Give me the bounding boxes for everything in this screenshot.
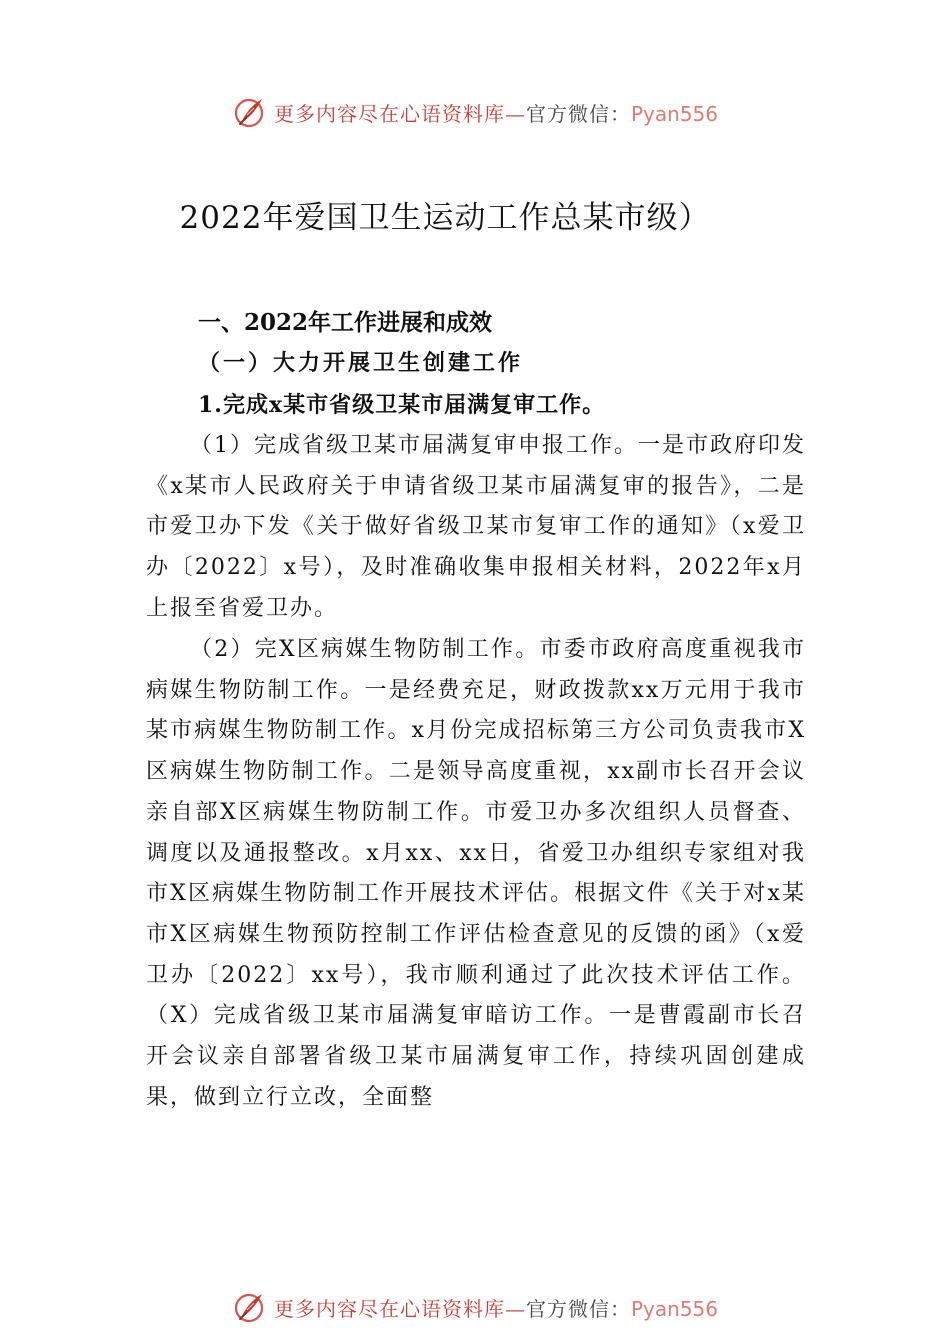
watermark-separator: — bbox=[504, 101, 526, 126]
watermark-header bbox=[0, 95, 950, 129]
feather-pen-logo-icon bbox=[232, 1290, 266, 1324]
watermark-wechat-id: Pyan556 bbox=[630, 1296, 718, 1321]
section-heading: 一、2022年工作进展和成效 bbox=[198, 309, 493, 336]
watermark-footer bbox=[0, 1290, 950, 1324]
watermark-label: 官方微信： bbox=[525, 101, 631, 126]
watermark-wechat-id: Pyan556 bbox=[630, 101, 718, 126]
watermark-separator: — bbox=[504, 1296, 526, 1321]
body-paragraph-1: （1）完成省级卫某市届满复审申报工作。一是市政府印发《x某市人民政府关于申请省级卫某市届满复审的报告》，二是市爱卫办下发《关于做好省级卫某市复审工作的通知》（x爱卫办〔2022〕x号），及时准确收集申报相关材料，2022年x月上报至省爱卫办。 bbox=[146, 433, 806, 621]
document-title: 2022年爱国卫生运动工作总某市级） bbox=[179, 200, 711, 236]
watermark-brand: 更多内容尽在心语资料库 bbox=[273, 101, 505, 126]
watermark-label: 官方微信： bbox=[525, 1296, 631, 1321]
item-heading: 1.完成x某市省级卫某市届满复审工作。 bbox=[198, 392, 606, 418]
body-paragraph-2: （2）完X区病媒生物防制工作。市委市政府高度重视我市病媒生物防制工作。一是经费充足，财政拨款xx万元用于我市某市病媒生物防制工作。x月份完成招标第三方公司负责我市X区病媒生物防制工作。二是领导高度重视，xx副市长召开会议亲自部X区病媒生物防制工作。市爱卫办多次组织人员督查、调度以及通报整改。x月xx、xx日，省爱卫办组织专家组对我市X区病媒生物防制工作开展技术评估。根据文件《关于对x某市X区病媒生物预防控制工作评估检查意见的反馈的函》（x爱卫办〔2022〕xx号），我市顺利通过了此次技术评估工作。（X）完成省级卫某市届满复审暗访工作。一是曹霞副市长召开会议亲自部署省级卫某市届满复审工作，持续巩固创建成果，做到立行立改，全面整 bbox=[146, 637, 806, 1110]
watermark-brand: 更多内容尽在心语资料库 bbox=[273, 1296, 505, 1321]
watermark-text bbox=[274, 1293, 718, 1322]
watermark-text bbox=[274, 98, 718, 127]
feather-pen-logo-icon bbox=[232, 95, 266, 129]
subsection-heading: （一）大力开展卫生创建工作 bbox=[198, 350, 524, 376]
